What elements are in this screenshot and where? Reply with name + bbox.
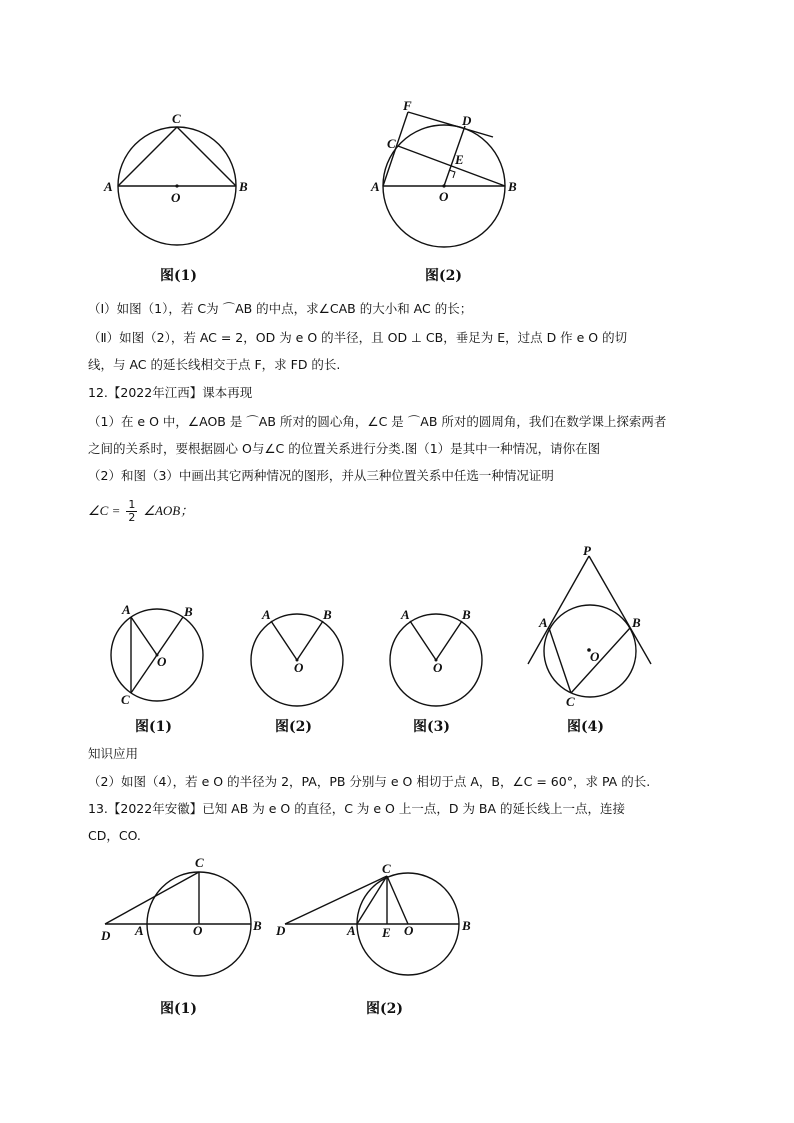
q12-figure-4-caption: 图(4) bbox=[567, 719, 604, 735]
tangent-pb bbox=[589, 556, 651, 664]
q12-figure-3 bbox=[385, 600, 485, 705]
label-a: A bbox=[122, 602, 131, 617]
q12-part2: （2）如图（4），若 e O 的半径为 2，PA，PB 分别与 e O 相切于点 A，B，∠C = 60°，求 PA 的长. bbox=[88, 774, 651, 789]
q13-line2: CD，CO. bbox=[88, 828, 141, 843]
label-a: A bbox=[401, 607, 410, 622]
q12-figure-2-caption: 图(2) bbox=[275, 719, 312, 735]
label-p: P bbox=[583, 543, 591, 558]
q12-knowledge-heading: 知识应用 bbox=[88, 746, 139, 761]
label-b: B bbox=[632, 615, 641, 630]
q13-figure-1-caption: 图(1) bbox=[160, 1001, 197, 1017]
q12-formula bbox=[88, 496, 193, 526]
label-c: C bbox=[121, 692, 130, 707]
q12-figure-1 bbox=[110, 600, 210, 705]
center-dot bbox=[175, 184, 178, 187]
q12-line3: （2）和图（3）中画出其它两种情况的图形，并从三种位置关系中任选一种情况证明 bbox=[88, 468, 554, 483]
fraction-numerator: 1 bbox=[128, 498, 136, 511]
label-c: C bbox=[566, 694, 575, 709]
label-b: B bbox=[239, 179, 248, 194]
label-a: A bbox=[104, 179, 113, 194]
label-o: O bbox=[404, 923, 414, 938]
q12-line1: （1）在 e O 中，∠AOB 是 ⌒AB 所对的圆心角，∠C 是 ⌒AB 所对的圆周角，我们在数学课上探索两者 bbox=[88, 414, 667, 429]
label-d: D bbox=[101, 928, 111, 943]
label-c: C bbox=[195, 855, 204, 870]
q11-part2-line1: （Ⅱ）如图（2），若 AC = 2，OD 为 e O 的半径，且 OD ⊥ CB，垂足为 E，过点 D 作 e O 的切 bbox=[88, 330, 628, 345]
label-o: O bbox=[433, 660, 443, 675]
center-dot bbox=[442, 184, 445, 187]
chord-cb bbox=[571, 628, 630, 693]
label-c: C bbox=[387, 136, 396, 151]
label-d: D bbox=[462, 113, 472, 128]
q12-title: 12.【2022年江西】课本再现 bbox=[88, 385, 253, 400]
radius-ob bbox=[297, 621, 323, 660]
label-o: O bbox=[157, 654, 167, 669]
radius-co bbox=[387, 876, 408, 924]
radius-oa bbox=[271, 621, 297, 660]
fraction-one-half bbox=[126, 499, 137, 524]
label-f: F bbox=[403, 98, 412, 113]
formula-right: ∠AOB； bbox=[143, 503, 194, 518]
q12-figure-1-caption: 图(1) bbox=[135, 719, 172, 735]
q11-part1: （Ⅰ）如图（1），若 C为 ⌒AB 的中点，求∠CAB 的大小和 AC 的长； bbox=[88, 301, 473, 316]
chord-ac bbox=[549, 628, 571, 693]
label-a: A bbox=[347, 923, 356, 938]
label-d: D bbox=[276, 923, 286, 938]
q13-figure-1 bbox=[95, 850, 270, 985]
q11-figure-2-caption: 图(2) bbox=[425, 268, 462, 284]
label-a: A bbox=[135, 923, 144, 938]
label-b: B bbox=[508, 179, 517, 194]
label-b: B bbox=[323, 607, 332, 622]
formula-left: ∠C = bbox=[88, 503, 121, 518]
label-a: A bbox=[262, 607, 271, 622]
label-e: E bbox=[382, 925, 391, 940]
radius-ob bbox=[436, 621, 462, 660]
q13-line1: 13.【2022年安徽】已知 AB 为 e O 的直径，C 为 e O 上一点，D 为 BA 的延长线上一点，连接 bbox=[88, 801, 626, 816]
label-a: A bbox=[371, 179, 380, 194]
label-a: A bbox=[539, 615, 548, 630]
q12-figure-3-caption: 图(3) bbox=[413, 719, 450, 735]
tangent-pa bbox=[528, 556, 589, 664]
tangent-fd bbox=[408, 112, 493, 137]
q12-figure-4 bbox=[520, 540, 660, 710]
q12-figure-2 bbox=[245, 600, 345, 705]
q12-line2: 之间的关系时，要根据圆心 O与∠C 的位置关系进行分类.图（1）是其中一种情况，请你在图 bbox=[88, 441, 601, 456]
label-o: O bbox=[294, 660, 304, 675]
label-c: C bbox=[172, 111, 181, 126]
label-e: E bbox=[455, 152, 464, 167]
q11-figure-1 bbox=[100, 105, 260, 255]
label-b: B bbox=[462, 918, 471, 933]
label-o: O bbox=[193, 923, 203, 938]
chord-ac bbox=[118, 127, 177, 186]
label-b: B bbox=[184, 604, 193, 619]
q11-part2-line2: 线，与 AC 的延长线相交于点 F，求 FD 的长. bbox=[88, 357, 341, 372]
q11-figure-1-caption: 图(1) bbox=[160, 268, 197, 284]
label-b: B bbox=[462, 607, 471, 622]
label-b: B bbox=[253, 918, 262, 933]
fraction-denominator: 2 bbox=[128, 511, 136, 524]
q13-figure-2 bbox=[270, 855, 480, 985]
label-o: O bbox=[171, 190, 181, 205]
label-c: C bbox=[382, 861, 391, 876]
label-o: O bbox=[590, 649, 600, 664]
radius-oa bbox=[410, 621, 436, 660]
segment-cd bbox=[105, 872, 199, 924]
q13-figure-2-caption: 图(2) bbox=[366, 1001, 403, 1017]
label-o: O bbox=[439, 189, 449, 204]
chord-cb bbox=[177, 127, 236, 186]
radius-oa bbox=[131, 617, 157, 655]
q11-figure-2 bbox=[365, 95, 525, 255]
